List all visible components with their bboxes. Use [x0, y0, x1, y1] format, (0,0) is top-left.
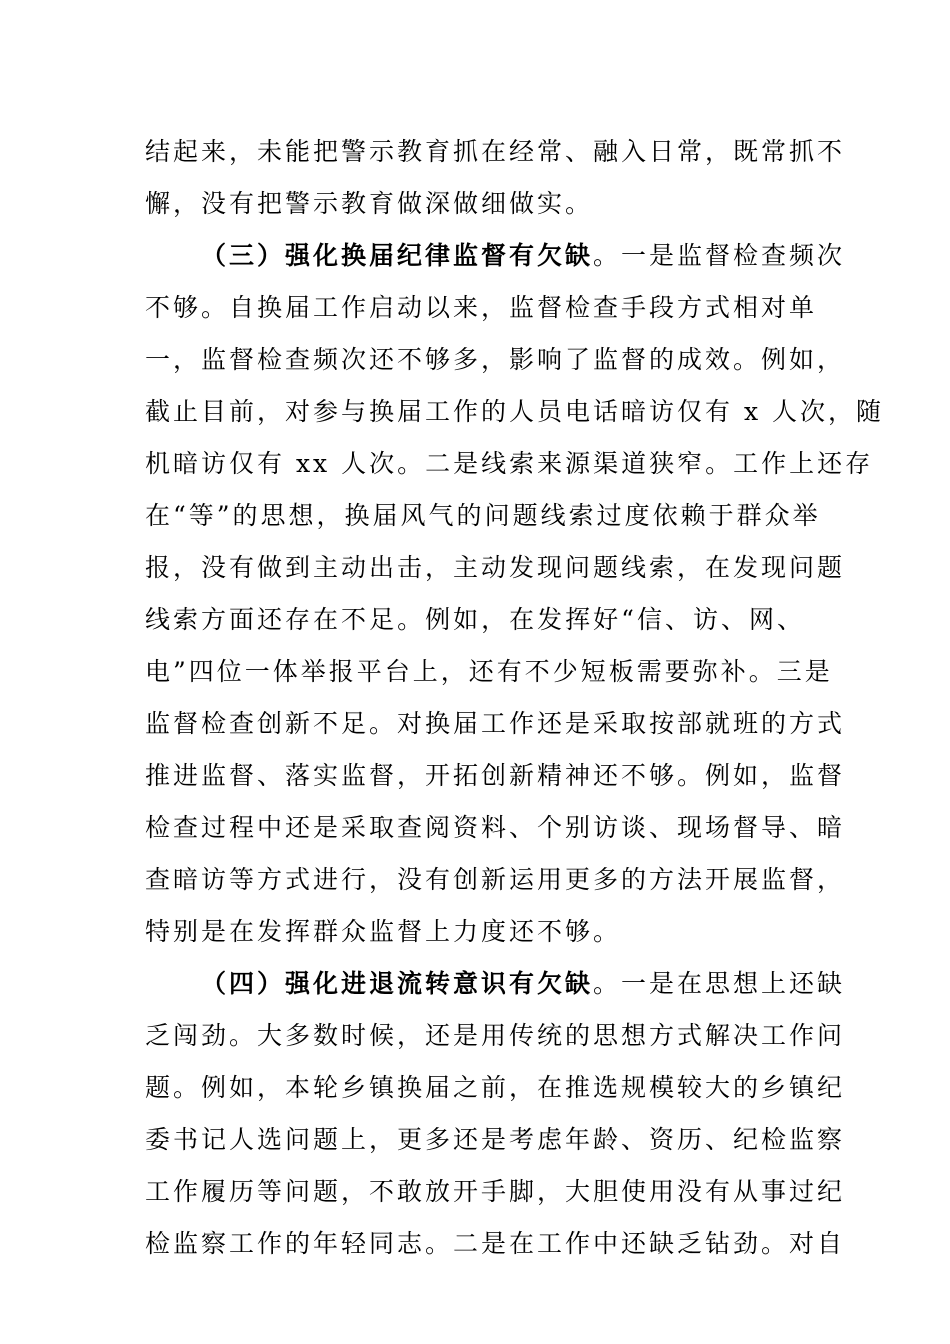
text-line: 线索方面还存在不足。例如，在发挥好“信、访、网、: [145, 605, 805, 634]
section-four-line: [145, 958, 846, 1010]
text-line: 截止目前，对参与换届工作的人员电话暗访仅有 x 人次，随: [145, 397, 884, 426]
section-three-heading: （三）强化换届纪律监督有欠缺: [201, 241, 594, 270]
text-span: 。一是监督检查频次: [593, 241, 846, 270]
text-span: 。一是在思想上还缺: [593, 969, 846, 998]
text-line: 懈，没有把警示教育做深做细做实。: [145, 189, 594, 218]
text-line: 推进监督、落实监督，开拓创新精神还不够。例如，监督: [145, 761, 846, 790]
text-line: 查暗访等方式进行，没有创新运用更多的方法开展监督，: [145, 865, 846, 894]
text-line: 检监察工作的年轻同志。二是在工作中还缺乏钻劲。对自: [145, 1229, 846, 1258]
body-text: [145, 126, 884, 1270]
text-line: 在“等”的思想，换届风气的问题线索过度依赖于群众举: [145, 501, 821, 530]
section-four-heading: （四）强化进退流转意识有欠缺: [201, 969, 594, 998]
text-line: 电”四位一体举报平台上，还有不少短板需要弥补。三是: [145, 657, 833, 686]
text-line: 乏闯劲。大多数时候，还是用传统的思想方式解决工作问: [145, 1021, 846, 1050]
text-line: 结起来，未能把警示教育抓在经常、融入日常，既常抓不: [145, 137, 846, 166]
text-line: 委书记人选问题上，更多还是考虑年龄、资历、纪检监察: [145, 1125, 846, 1154]
text-line: 特别是在发挥群众监督上力度还不够。: [145, 917, 622, 946]
text-line: 一，监督检查频次还不够多，影响了监督的成效。例如，: [145, 345, 846, 374]
text-line: 监督检查创新不足。对换届工作还是采取按部就班的方式: [145, 709, 846, 738]
text-line: 工作履历等问题，不敢放开手脚，大胆使用没有从事过纪: [145, 1177, 846, 1206]
text-line: 机暗访仅有 xx 人次。二是线索来源渠道狭窄。工作上还存: [145, 449, 874, 478]
text-line: 题。例如，本轮乡镇换届之前，在推选规模较大的乡镇纪: [145, 1073, 846, 1102]
section-three-line: [145, 230, 846, 282]
text-line: 报，没有做到主动出击，主动发现问题线索，在发现问题: [145, 553, 846, 582]
text-line: 检查过程中还是采取查阅资料、个别访谈、现场督导、暗: [145, 813, 846, 842]
text-line: 不够。自换届工作启动以来，监督检查手段方式相对单: [145, 293, 818, 322]
